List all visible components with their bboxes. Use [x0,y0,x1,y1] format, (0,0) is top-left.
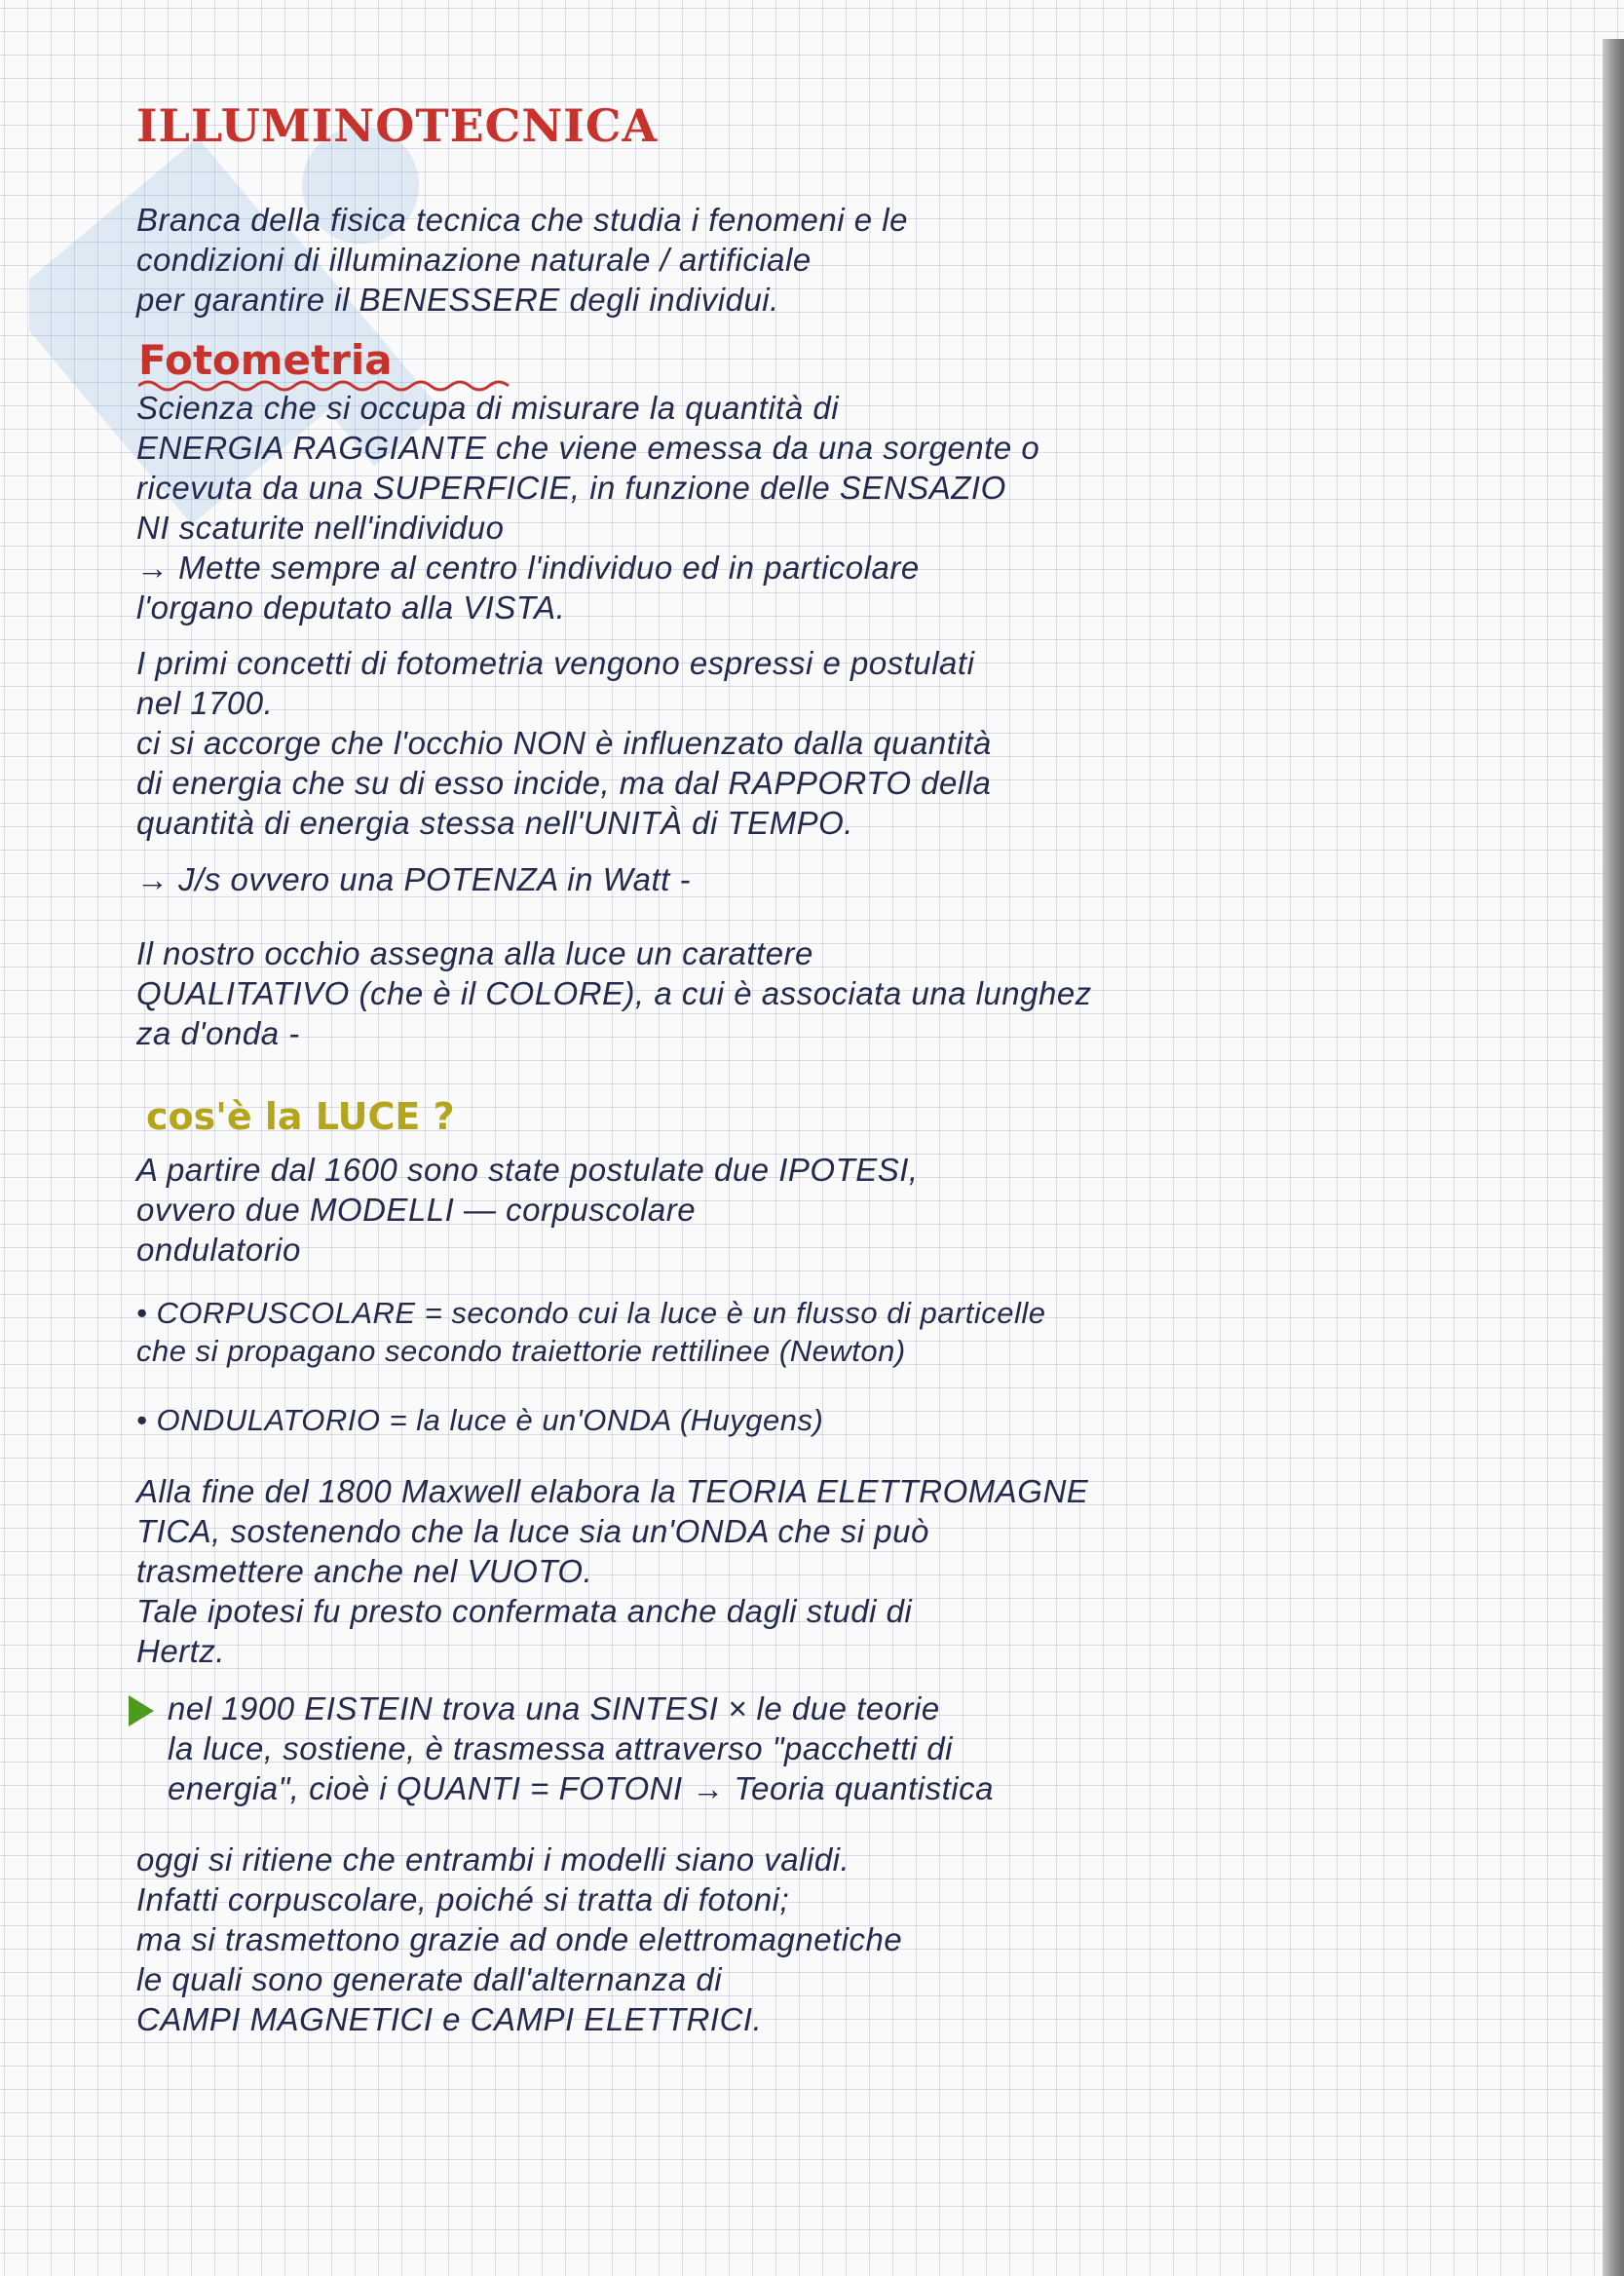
luce-heading: cos'è la LUCE ? [146,1095,455,1138]
ondulatorio-item: • ONDULATORIO = la luce è un'ONDA (Huygens) [136,1403,824,1437]
page-edge-shadow [1603,39,1624,2276]
conclusion-paragraph: oggi si ritiene che entrambi i modelli siano validi. Infatti corpuscolare, poiché si tratta di fotoni; ma si trasmettono grazie ad onde elettromagnetiche le quali sono generate dall'alternanza di CAMPI MAGNETICI e CAMPI ELETTRICI. [136,1841,903,2037]
fotometria-heading: Fotometria [138,336,393,384]
models-intro: A partire dal 1600 sono state postulate due IPOTESI, ovvero due MODELLI — corpuscolare ondulatorio [136,1152,919,1268]
einstein-paragraph: nel 1900 EISTEIN trova una SINTESI × le due teorie la luce, sostiene, è trasmessa attraverso "pacchetti di energia", cioè i QUANTI = FOTONI → Teoria quantistica [168,1690,994,1806]
document-title: ILLUMINOTECNICA [136,99,659,152]
colour-paragraph: Il nostro occhio assegna alla luce un carattere QUALITATIVO (che è il COLORE), a cui è associata una lunghez za d'onda - [136,935,1092,1051]
intro-paragraph: Branca della fisica tecnica che studia i fenomeni e le condizioni di illuminazione naturale / artificiale per garantire il BENESSERE degli individui. [136,202,908,318]
triangle-bullet-icon [127,1693,156,1728]
corpuscolare-item: • CORPUSCOLARE = secondo cui la luce è un flusso di particelle che si propagano secondo traiettorie rettilinee (Newton) [136,1296,1046,1368]
power-note: → J/s ovvero una POTENZA in Watt - [136,861,691,897]
fotometria-definition: Scienza che si occupa di misurare la quantità di ENERGIA RAGGIANTE che viene emessa da una sorgente o ricevuta da una SUPERFICIE, in funzione delle SENSAZIO NI scaturite nell'individuo → Mette sempre al centro l'individuo ed in particolare l'organo deputato alla VISTA. [136,390,1040,626]
fotometria-history: I primi concetti di fotometria vengono espressi e postulati nel 1700. ci si accorge che l'occhio NON è influenzato dalla quantità di energia che su di esso incide, ma dal RAPPORTO della quantità di energia stessa nell'UNITÀ di TEMPO. [136,645,992,841]
maxwell-paragraph: Alla fine del 1800 Maxwell elabora la TEORIA ELETTROMAGNE TICA, sostenendo che la luce sia un'ONDA che si può trasmettere anche nel VUOTO. Tale ipotesi fu presto confermata anche dagli studi di Hertz. [136,1473,1089,1669]
